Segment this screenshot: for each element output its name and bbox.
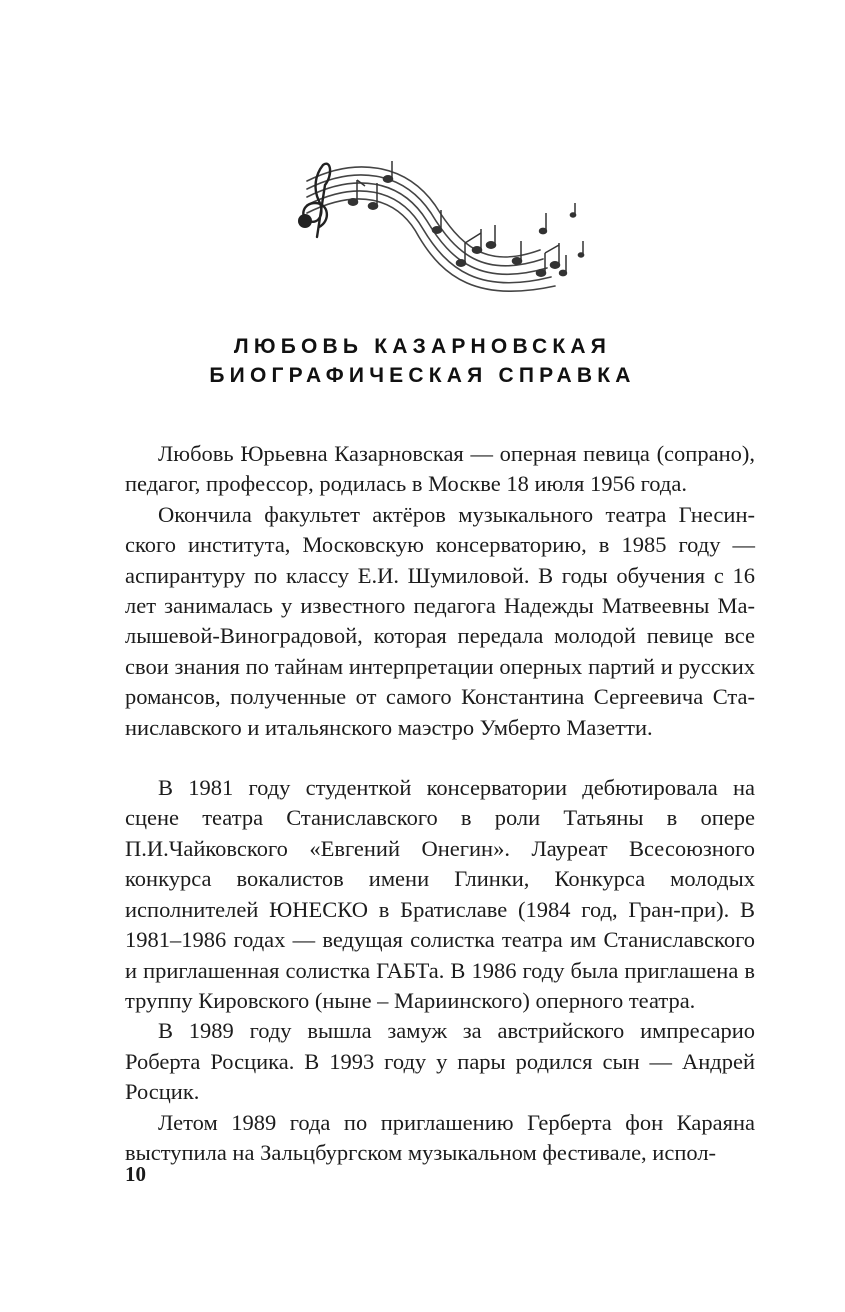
paragraph-4: В 1989 году вышла замуж за австрийского импресарио Роберта Росцика. В 1993 году у пары родился сын — Андрей Росцик.: [125, 1018, 755, 1105]
chapter-heading: [0, 332, 845, 390]
biography-text: [125, 439, 755, 1168]
paragraph-3: В 1981 году студенткой консерватории дебютировала на сцене театра Станиславского в роли Татьяны в опере П.И.Чайковского «Евгений Онегин». Лауреат Всесоюзного конкурса вокалистов имени Глинки, Конкурса молодых исполнителей ЮНЕСКО в Братиславе (1984 год, Гран-при). В 1981–1986 годах — ведущая солистка театра им Станиславского и приглашенная солистка ГАБТа. В 1986 году была приглашена в труппу Кировского (ныне – Мариинского) оперного театра.: [125, 775, 755, 1013]
heading-line-subtitle: БИОГРАФИЧЕСКАЯ СПРАВКА: [209, 364, 636, 387]
paragraph-1: Любовь Юрьевна Казарновская — оперная певица (сопрано), педагог, профессор, родилась в Москве 18 июля 1956 года.: [125, 441, 755, 497]
paragraph-2: Окончила факультет актёров музыкального театра Гнесинского института, Московскую консерваторию, в 1985 году — аспирантуру по классу Е.И. Шумиловой. В годы обучения с 16 лет занималась у известного педагога Надежды Матвеевны Малышевой-Виноградовой, которая передала молодой певице все свои знания по тайнам интерпретации оперных партий и русских романсов, полученные от самого Константина Сергеевича Станиславского и итальянского маэстро Умберто Мазетти.: [125, 501, 755, 740]
page-number: 10: [125, 1162, 146, 1186]
treble-clef-music-staff-icon: [285, 155, 590, 305]
heading-line-name: ЛЮБОВЬ КАЗАРНОВСКАЯ: [233, 335, 612, 358]
paragraph-5: Летом 1989 года по приглашению Герберта фон Караяна выступила на Зальцбургском музыкальном фестивале, испол-: [125, 1109, 755, 1165]
